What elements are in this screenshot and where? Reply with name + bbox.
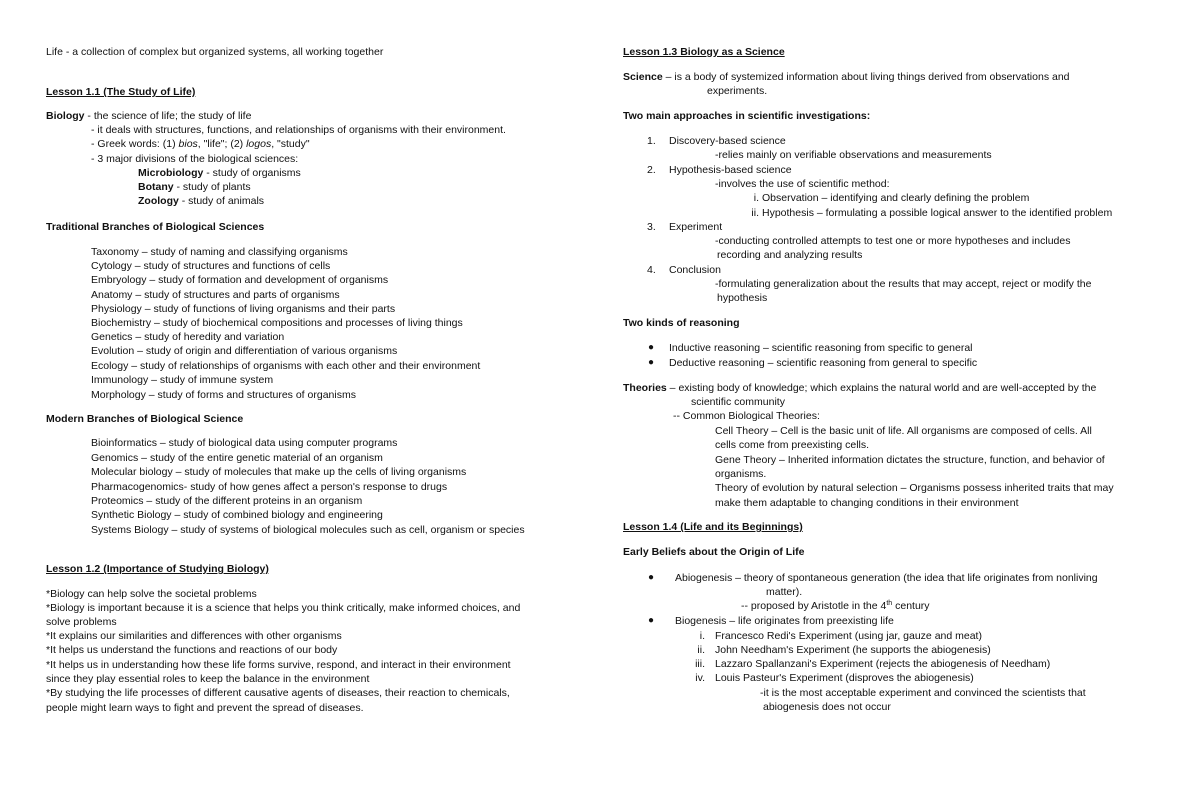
approach-num: 3. [647, 221, 656, 233]
experiment-item: Francesco Redi's Experiment (using jar, gauze and meat) [715, 630, 982, 642]
theories-def-cont: scientific community [691, 396, 785, 408]
pasteur-note-cont: abiogenesis does not occur [763, 701, 891, 713]
importance-line: *Biology is important because it is a science that helps you think critically, make informed choices, and [46, 602, 521, 614]
reasoning-heading: Two kinds of reasoning [623, 317, 740, 329]
pasteur-note: -it is the most acceptable experiment and convinced the scientists that [760, 687, 1086, 699]
approach-detail: -conducting controlled attempts to test one or more hypotheses and includes [715, 235, 1071, 247]
theory-line: Cell Theory – Cell is the basic unit of life. All organisms are composed of cells. All [715, 425, 1092, 437]
approach-title: Conclusion [669, 264, 721, 276]
greek-words-a: - Greek words: (1) [91, 138, 179, 150]
bullet-icon: ● [648, 342, 655, 353]
lesson-1-3-heading: Lesson 1.3 Biology as a Science [623, 46, 785, 58]
lesson-1-1-heading: Lesson 1.1 (The Study of Life) [46, 86, 196, 98]
experiment-num: ii. [697, 644, 705, 656]
experiment-num: iv. [695, 672, 705, 684]
importance-line: *It helps us in understanding how these life forms survive, respond, and interact in their environment [46, 659, 511, 671]
division-botany [138, 180, 251, 194]
greek-words [91, 137, 310, 151]
list-item: Molecular biology – study of molecules that make up the cells of living organisms [91, 466, 467, 478]
science-definition [623, 70, 1070, 84]
abiogenesis-def-cont: matter). [766, 586, 803, 598]
importance-line: *It explains our similarities and differences with other organisms [46, 630, 342, 642]
aristotle-sup: th [886, 600, 893, 607]
traditional-heading: Traditional Branches of Biological Sciences [46, 221, 265, 233]
importance-line: *Biology can help solve the societal problems [46, 588, 257, 600]
science-def: – is a body of systemized information about living things derived from observations and [662, 71, 1070, 83]
bullet-icon: ● [648, 357, 655, 368]
greek-bios: bios [178, 138, 198, 150]
reasoning-item: Deductive reasoning – scientific reasoning from general to specific [669, 357, 978, 369]
lesson-1-4-heading: Lesson 1.4 (Life and its Beginnings) [623, 521, 803, 533]
list-item: Bioinformatics – study of biological data using computer programs [91, 437, 398, 449]
theory-line: Theory of evolution by natural selection – Organisms possess inherited traits that may [715, 482, 1114, 494]
lesson-1-2-heading: Lesson 1.2 (Importance of Studying Biology) [46, 563, 269, 575]
approaches-heading: Two main approaches in scientific investigations: [623, 110, 871, 122]
biology-deals: - it deals with structures, functions, and relationships of organisms with their environment. [91, 124, 506, 136]
list-item: Evolution – study of origin and differentiation of various organisms [91, 345, 398, 357]
theory-line: make them adaptable to changing conditions in their environment [715, 497, 1019, 509]
division-microbiology [138, 166, 301, 180]
science-def-cont: experiments. [707, 85, 768, 97]
bullet-icon: ● [648, 615, 655, 626]
biology-definition [46, 109, 251, 123]
theories-def: – existing body of knowledge; which explains the natural world and are well-accepted by the [666, 382, 1097, 394]
biology-term: Biology [46, 110, 85, 122]
list-item: Immunology – study of immune system [91, 374, 274, 386]
early-beliefs-heading: Early Beliefs about the Origin of Life [623, 546, 805, 558]
aristotle-text-b: century [892, 600, 930, 612]
aristotle-note [741, 599, 930, 613]
common-theories: -- Common Biological Theories: [673, 410, 820, 422]
approach-detail: -relies mainly on verifiable observations and measurements [715, 149, 992, 161]
list-item: Morphology – study of forms and structures of organisms [91, 389, 356, 401]
list-item: Pharmacogenomics- study of how genes affect a person's response to drugs [91, 481, 448, 493]
approach-title: Experiment [669, 221, 723, 233]
major-divisions: - 3 major divisions of the biological sciences: [91, 153, 299, 165]
zoology-term: Zoology [138, 195, 179, 207]
botany-def: - study of plants [173, 181, 251, 193]
zoology-def: - study of animals [178, 195, 265, 207]
intro-text: Life - a collection of complex but organized systems, all working together [46, 46, 384, 58]
microbiology-term: Microbiology [138, 167, 204, 179]
approach-detail: -involves the use of scientific method: [715, 178, 890, 190]
approach-detail: -formulating generalization about the results that may accept, reject or modify the [715, 278, 1092, 290]
method-step: Hypothesis – formulating a possible logical answer to the identified problem [762, 207, 1113, 219]
importance-line: people might learn ways to fight and prevent the spread of diseases. [46, 702, 364, 714]
method-step-num: ii. [751, 207, 759, 219]
theory-line: organisms. [715, 468, 767, 480]
list-item: Embryology – study of formation and development of organisms [91, 274, 389, 286]
importance-line: *It helps us understand the functions and reactions of our body [46, 644, 338, 656]
aristotle-text-a: -- proposed by Aristotle in the 4 [741, 600, 887, 612]
biology-def: - the science of life; the study of life [84, 110, 252, 122]
experiment-num: iii. [695, 658, 705, 670]
greek-words-c: , "study" [271, 138, 310, 150]
list-item: Systems Biology – study of systems of biological molecules such as cell, organism or species [91, 524, 525, 536]
importance-line: since they play essential roles to keep the balance in the environment [46, 673, 370, 685]
science-term: Science [623, 71, 663, 83]
list-item: Biochemistry – study of biochemical compositions and processes of living things [91, 317, 463, 329]
bullet-icon: ● [648, 572, 655, 583]
division-zoology [138, 194, 264, 208]
list-item: Taxonomy – study of naming and classifying organisms [91, 246, 348, 258]
approach-num: 2. [647, 164, 656, 176]
list-item: Genomics – study of the entire genetic material of an organism [91, 452, 383, 464]
modern-heading: Modern Branches of Biological Science [46, 413, 244, 425]
theory-line: Gene Theory – Inherited information dictates the structure, function, and behavior of [715, 454, 1105, 466]
list-item: Synthetic Biology – study of combined biology and engineering [91, 509, 383, 521]
importance-line: solve problems [46, 616, 117, 628]
reasoning-item: Inductive reasoning – scientific reasoning from specific to general [669, 342, 973, 354]
list-item: Anatomy – study of structures and parts of organisms [91, 289, 340, 301]
list-item: Proteomics – study of the different proteins in an organism [91, 495, 363, 507]
greek-words-b: , "life"; (2) [197, 138, 247, 150]
approach-title: Discovery-based science [669, 135, 786, 147]
experiment-num: i. [699, 630, 705, 642]
approach-title: Hypothesis-based science [669, 164, 792, 176]
experiment-item: John Needham's Experiment (he supports the abiogenesis) [715, 644, 991, 656]
approach-detail: hypothesis [717, 292, 768, 304]
experiment-item: Lazzaro Spallanzani's Experiment (rejects the abiogenesis of Needham) [715, 658, 1051, 670]
list-item: Physiology – study of functions of living organisms and their parts [91, 303, 396, 315]
theories-definition [623, 381, 1096, 395]
list-item: Ecology – study of relationships of organisms with each other and their environment [91, 360, 481, 372]
approach-num: 4. [647, 264, 656, 276]
list-item: Cytology – study of structures and functions of cells [91, 260, 331, 272]
abiogenesis-def: Abiogenesis – theory of spontaneous generation (the idea that life originates from nonliving [675, 572, 1098, 584]
biogenesis-def: Biogenesis – life originates from preexisting life [675, 615, 894, 627]
greek-logos: logos [246, 138, 272, 150]
botany-term: Botany [138, 181, 174, 193]
approach-num: 1. [647, 135, 656, 147]
list-item: Genetics – study of heredity and variation [91, 331, 285, 343]
method-step: Observation – identifying and clearly defining the problem [762, 192, 1030, 204]
method-step-num: i. [753, 192, 759, 204]
experiment-item: Louis Pasteur's Experiment (disproves the abiogenesis) [715, 672, 974, 684]
approach-detail: recording and analyzing results [717, 249, 863, 261]
microbiology-def: - study of organisms [203, 167, 301, 179]
importance-line: *By studying the life processes of different causative agents of diseases, their reaction to chemicals, [46, 687, 510, 699]
theories-term: Theories [623, 382, 667, 394]
theory-line: cells come from preexisting cells. [715, 439, 870, 451]
